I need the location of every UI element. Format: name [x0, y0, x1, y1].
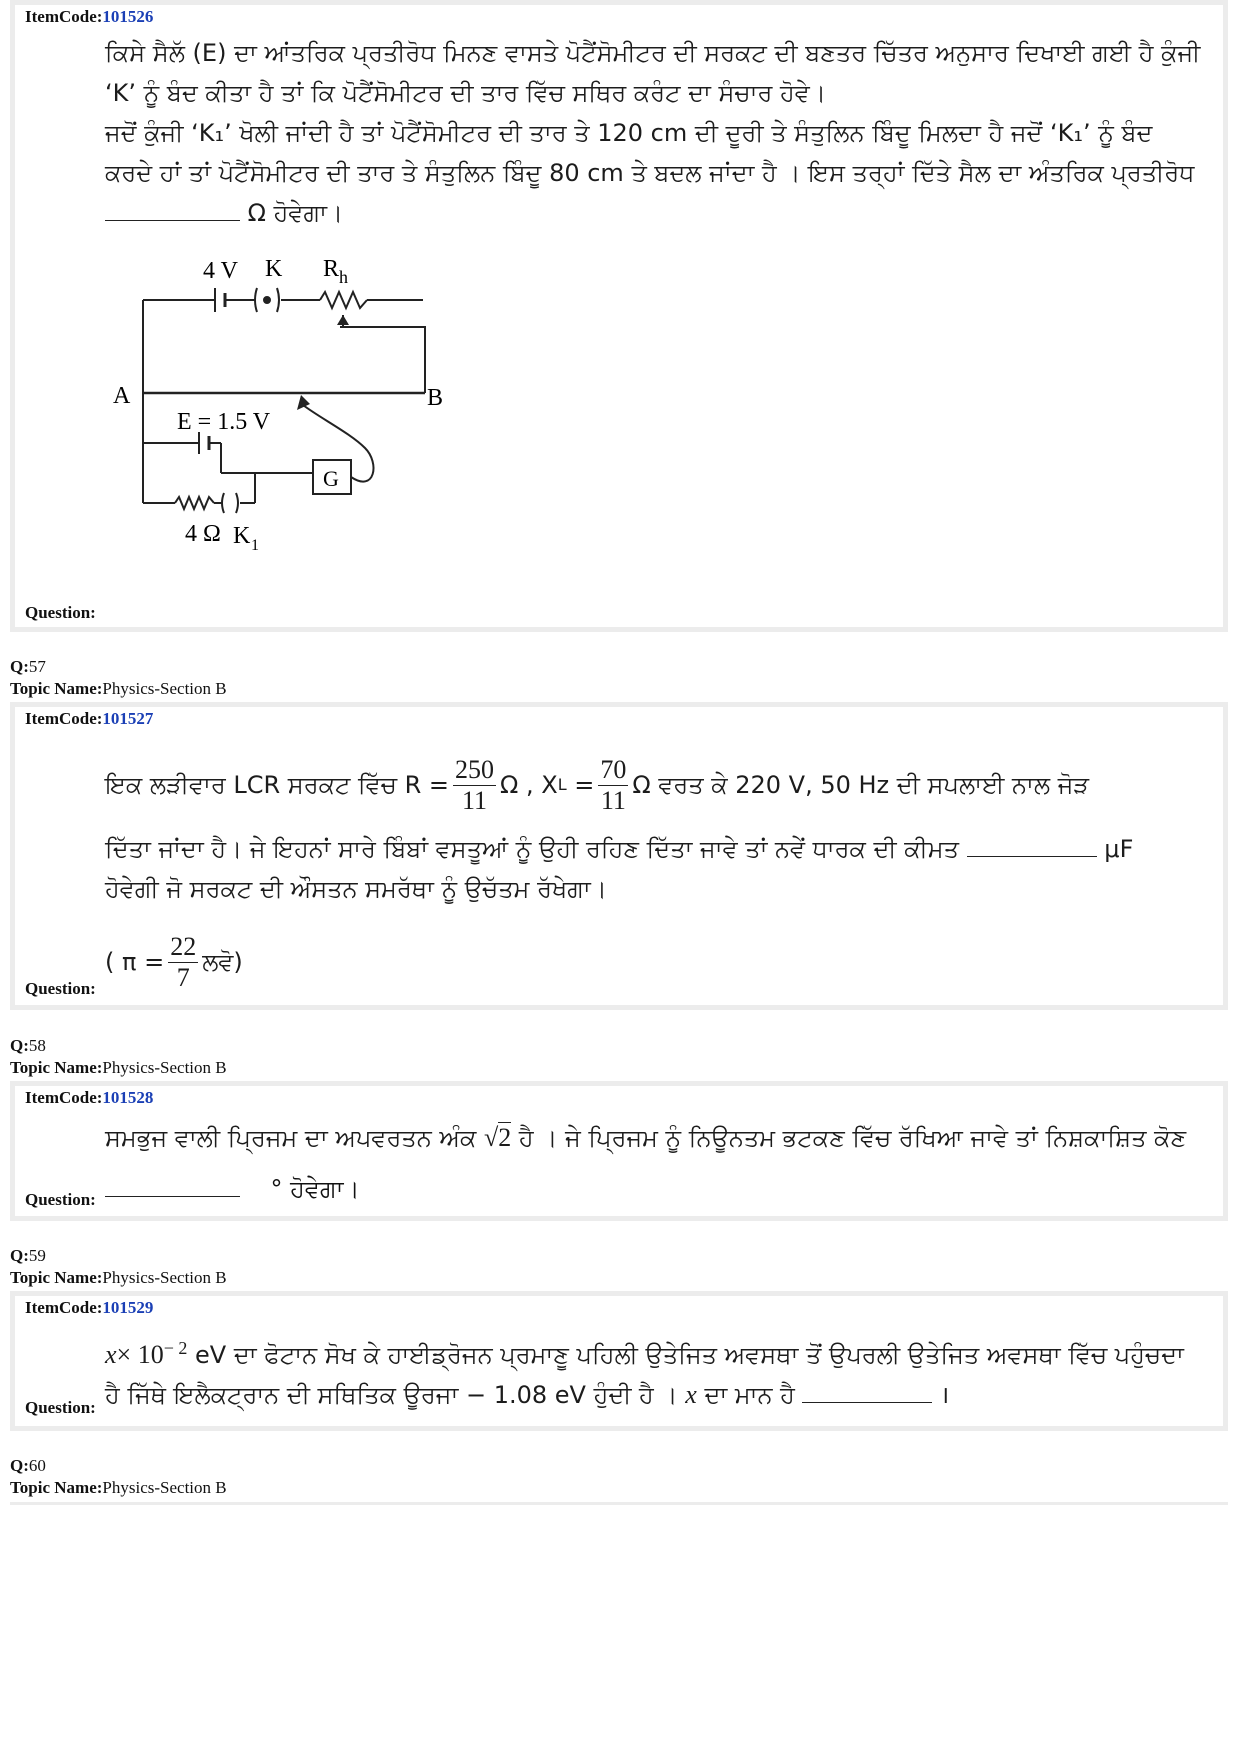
- text-fragment: ਇਕ ਲੜੀਵਾਰ LCR ਸਰਕਟ ਵਿੱਚ R =: [105, 771, 450, 799]
- text-line: [105, 1375, 1225, 1415]
- variable-x: x: [105, 1340, 117, 1369]
- item-code-label: ItemCode:: [25, 709, 103, 728]
- fraction-denominator: 11: [600, 785, 626, 815]
- label-4ohm: 4 Ω: [185, 521, 221, 547]
- item-code-value: 101529: [102, 1298, 154, 1317]
- fraction-r: [453, 755, 496, 816]
- q-label: Q:: [10, 1246, 29, 1265]
- circuit-diagram: [105, 243, 505, 603]
- question-label: Question:: [25, 603, 96, 622]
- text-fragment: eV ਦਾ ਫੋਟਾਨ ਸੋਖ ਕੇ ਹਾਈਡ੍ਰੋਜਨ ਪ੍ਰਮਾਣੂ ਪਹਿਲੀ ਉਤੇਜਿਤ ਅਵਸਥਾ ਤੋਂ ਉਪਰਲੀ ਉਤੇਜਿਤ ਅਵਸਥਾ ਵਿੱਚ ਪਹੁੰਚਦਾ: [195, 1341, 1184, 1369]
- q-label: Q:: [10, 1036, 29, 1055]
- text-line: [105, 1174, 360, 1203]
- item-code: [25, 1088, 153, 1108]
- section-divider: [10, 1502, 1228, 1505]
- text-fragment: ° ਹੋਵੇਗਾ।: [270, 1175, 360, 1203]
- item-code: [25, 1298, 153, 1318]
- topic-label: Topic Name:: [10, 679, 103, 698]
- text-fragment: ( π =: [105, 948, 165, 976]
- text-line: [105, 829, 1225, 869]
- text-line: ‘K’ ਨੂੰ ਬੰਦ ਕੀਤਾ ਹੈ ਤਾਂ ਕਿ ਪੋਟੈਂਸੋਮੀਟਰ ਦੀ ਤਾਰ ਵਿੱਚ ਸਥਿਰ ਕਰੰਟ ਦਾ ਸੰਚਾਰ ਹੋਵੇ।: [105, 79, 826, 107]
- answer-blank: [802, 1380, 932, 1403]
- label-b: B: [427, 385, 444, 411]
- label-rh: R: [323, 256, 340, 282]
- text-fragment: ਦਾ ਮਾਨ ਹੈ: [704, 1381, 795, 1409]
- item-code-label: ItemCode:: [25, 1298, 103, 1317]
- text-line: [105, 1328, 1225, 1375]
- q-number: 59: [28, 1246, 46, 1265]
- question-box-101528: [10, 1081, 1228, 1221]
- fraction-numerator: 70: [600, 754, 627, 784]
- answer-blank: [105, 198, 240, 221]
- label-4v: 4 V: [203, 258, 238, 284]
- item-code: [25, 7, 153, 27]
- label-rh-sub: h: [339, 267, 348, 287]
- item-code: [25, 709, 153, 729]
- text-fragment: ਦਿੱਤਾ ਜਾਂਦਾ ਹੈ। ਜੇ ਇਹਨਾਂ ਸਾਰੇ ਬਿੰਬਾਂ ਵਸਤੂਆਂ ਨੂੰ ਉਹੀ ਰਹਿਣ ਦਿੱਤਾ ਜਾਵੇ ਤਾਂ ਨਵੇਂ ਧਾਰਕ ਦੀ ਕੀਮਤ: [105, 835, 960, 863]
- sqrt-expression: √2: [483, 1123, 512, 1152]
- q-label: Q:: [10, 657, 29, 676]
- variable-x: x: [685, 1380, 697, 1409]
- fraction-xl: [598, 755, 628, 816]
- topic-name: Physics-Section B: [102, 1058, 227, 1077]
- superscript: − 2: [163, 1338, 188, 1358]
- fraction-numerator: 22: [170, 931, 197, 961]
- fraction-denominator: 11: [462, 785, 488, 815]
- text-fragment: Ω ਹੋਵੇਗਾ।: [247, 199, 344, 227]
- item-code-value: 101528: [102, 1088, 154, 1107]
- question-label: [25, 1190, 96, 1210]
- question-meta: [10, 1455, 227, 1499]
- question-label: Question:: [25, 1398, 96, 1417]
- sqrt-value: 2: [498, 1123, 512, 1152]
- text-line: [105, 927, 1225, 997]
- topic-label: Topic Name:: [10, 1058, 103, 1077]
- text-fragment: μF: [1104, 835, 1134, 863]
- text-line: ਹੋਵੇਗੀ ਜੋ ਸਰਕਟ ਦੀ ਔਸਤਨ ਸਮਰੱਥਾ ਨੂੰ ਉਚੱਤਮ ਰੱਖੇਗਾ।: [105, 875, 607, 903]
- label-g: G: [323, 466, 339, 491]
- text-fragment: ਹੈ ਜਿੱਥੇ ਇਲੈਕਟ੍ਰਾਨ ਦੀ ਸਥਿਤਿਕ ਊਰਜਾ − 1.08 eV ਹੁੰਦੀ ਹੈ ।: [105, 1381, 678, 1409]
- text-fragment: ਹੈ । ਜੇ ਪ੍ਰਿਜਮ ਨੂੰ ਨਿਊਨਤਮ ਭਟਕਣ ਵਿੱਚ ਰੱਖਿਆ ਜਾਵੇ ਤਾਂ ਨਿਸ਼ਕਾਸ਼ਿਤ ਕੋਣ: [518, 1124, 1187, 1152]
- label-a: A: [113, 383, 131, 409]
- text-fragment: ।: [940, 1381, 950, 1409]
- text-fragment: Ω ਵਰਤ ਕੇ 220 V, 50 Hz ਦੀ ਸਪਲਾਈ ਨਾਲ ਜੋੜ: [632, 771, 1090, 799]
- question-label-text: Question:: [25, 1190, 96, 1209]
- item-code-value: 101527: [102, 709, 154, 728]
- item-code-label: ItemCode:: [25, 7, 103, 26]
- topic-name: Physics-Section B: [102, 1268, 227, 1287]
- question-text: [105, 1328, 1225, 1415]
- label-k1: K: [233, 523, 251, 549]
- text-line: ਜਦੋਂ ਕੁੰਜੀ ‘K₁’ ਖੋਲੀ ਜਾਂਦੀ ਹੈ ਤਾਂ ਪੋਟੈਂਸੋਮੀਟਰ ਦੀ ਤਾਰ ਤੇ 120 cm ਦੀ ਦੂਰੀ ਤੇ ਸੰਤੁਲਿਨ ਬਿੰਦੂ ਮਿਲਦਾ ਹੈ ਜਦੋਂ ‘K₁’ ਨੂੰ ਬੰਦ: [105, 119, 1153, 147]
- text-fragment: × 10: [116, 1340, 164, 1369]
- q-number: 60: [28, 1456, 46, 1475]
- topic-name: Physics-Section B: [102, 679, 227, 698]
- fraction-denominator: 7: [176, 962, 190, 992]
- text-line: [105, 1118, 1225, 1158]
- question-text: [105, 1118, 1225, 1158]
- text-line: ਕਰਦੇ ਹਾਂ ਤਾਂ ਪੋਟੈਂਸੋਮੀਟਰ ਦੀ ਤਾਰ ਤੇ ਸੰਤੁਲਿਨ ਬਿੰਦੂ 80 cm ਤੇ ਬਦਲ ਜਾਂਦਾ ਹੈ । ਇਸ ਤਰ੍ਹਾਂ ਦਿੱਤੇ ਸੈਲ ਦਾ ਅੰਤਰਿਕ ਪ੍ਰਤੀਰੋਧ: [105, 159, 1195, 187]
- topic-label: Topic Name:: [10, 1478, 103, 1497]
- question-box-101526: [10, 0, 1228, 632]
- question-meta: [10, 656, 227, 700]
- fraction-numerator: 250: [455, 754, 495, 784]
- text-fragment: ਲਵੋ): [202, 948, 243, 976]
- text-fragment: =: [574, 771, 595, 799]
- item-code-label: ItemCode:: [25, 1088, 103, 1107]
- label-k: K: [265, 256, 283, 282]
- answer-blank: [105, 1174, 240, 1197]
- q-number: 58: [28, 1036, 46, 1055]
- q-number: 57: [28, 657, 46, 676]
- item-code-value: 101526: [102, 7, 154, 26]
- text-line: [105, 747, 1225, 823]
- question-meta: [10, 1035, 227, 1079]
- question-text: [105, 747, 1225, 997]
- topic-label: Topic Name:: [10, 1268, 103, 1287]
- label-k1-sub: 1: [251, 537, 259, 554]
- answer-blank: [967, 834, 1097, 857]
- topic-name: Physics-Section B: [102, 1478, 227, 1497]
- question-meta: [10, 1245, 227, 1289]
- subscript: L: [557, 775, 567, 794]
- text-line: [105, 193, 1225, 233]
- question-box-101527: [10, 702, 1228, 1010]
- question-text: [105, 33, 1225, 233]
- fraction-pi: [168, 932, 198, 993]
- label-e: E = 1.5 V: [177, 409, 271, 435]
- text-fragment: ਸਮਭੁਜ ਵਾਲੀ ਪ੍ਰਿਜਮ ਦਾ ਅਪਵਰਤਨ ਅੰਕ: [105, 1124, 477, 1152]
- text-fragment: Ω , X: [500, 771, 558, 799]
- q-label: Q:: [10, 1456, 29, 1475]
- text-line: ਕਿਸੇ ਸੈਲੱ (E) ਦਾ ਆਂਤਰਿਕ ਪ੍ਰਤੀਰੋਧ ਮਿਨਣ ਵਾਸਤੇ ਪੋਟੈਂਸੋਮੀਟਰ ਦੀ ਸਰਕਟ ਦੀ ਬਣਤਰ ਚਿੱਤਰ ਅਨੁਸਾਰ ਦਿਖਾਈ ਗਈ ਹੈ ਕੁੰਜੀ: [105, 39, 1201, 67]
- question-box-101529: [10, 1291, 1228, 1431]
- question-label: Question:: [25, 979, 96, 998]
